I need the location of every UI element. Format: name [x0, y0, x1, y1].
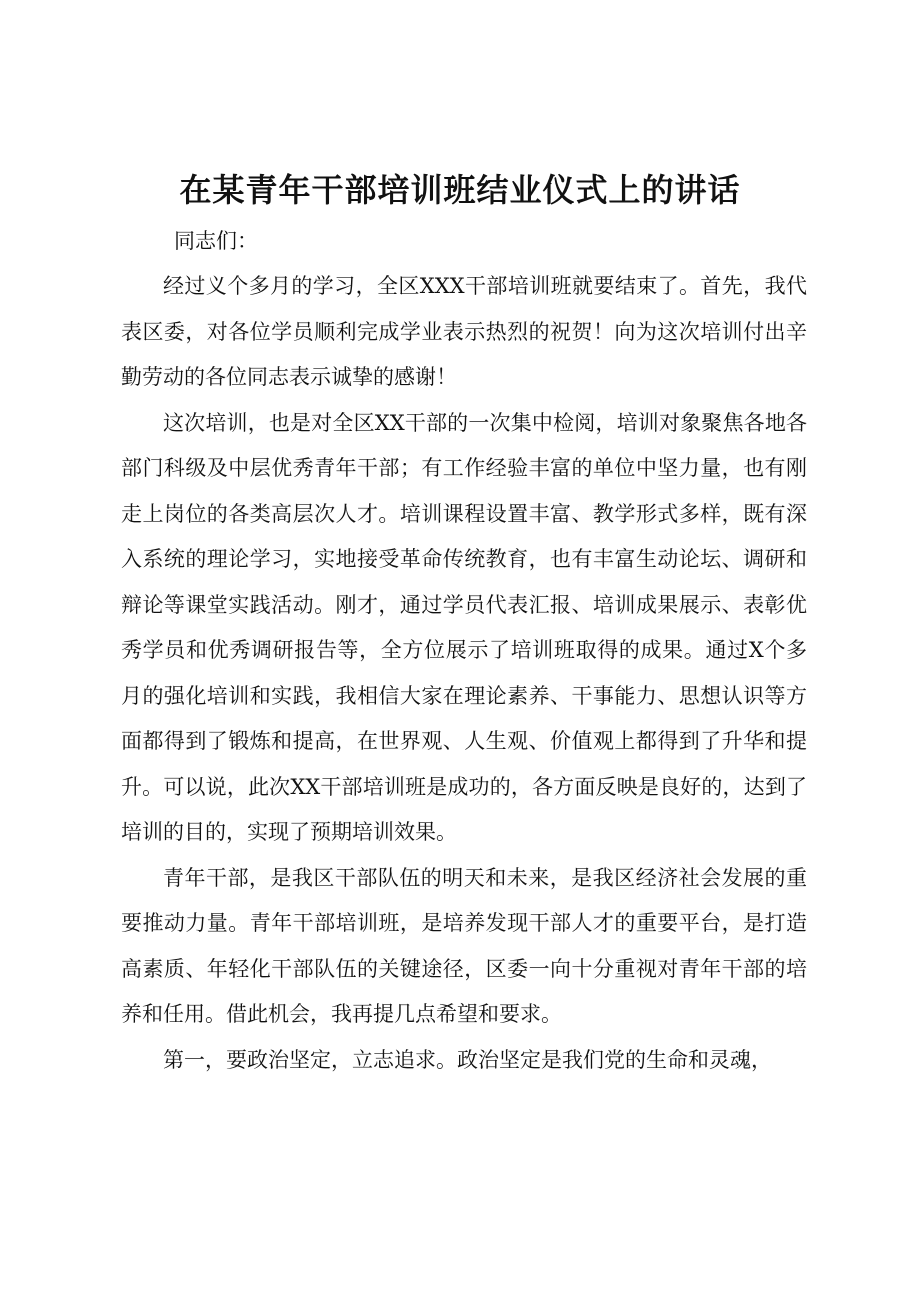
- paragraph-1: 经过义个多月的学习，全区XXX干部培训班就要结束了。首先，我代表区委，对各位学员顺利完成学业表示热烈的祝贺！向为这次培训付出辛勤劳动的各位同志表示诚挚的感谢！: [121, 274, 807, 389]
- salutation: 同志们：: [174, 229, 258, 253]
- paragraph-4: 第一，要政治坚定，立志追求。政治坚定是我们党的生命和灵魂，: [163, 1047, 772, 1072]
- document-body: [121, 264, 807, 1083]
- document-title: 在某青年干部培训班结业仪式上的讲话: [179, 171, 741, 209]
- paragraph-3: 青年干部，是我区干部队伍的明天和未来，是我区经济社会发展的重要推动力量。青年干部培训班，是培养发现干部人才的重要平台，是打造高素质、年轻化干部队伍的关键途径，区委一向十分重视对青年干部的培养和任用。借此机会，我再提几点希望和要求。: [121, 865, 807, 1026]
- paragraph-2: 这次培训，也是对全区XX干部的一次集中检阅，培训对象聚焦各地各部门科级及中层优秀青年干部；有工作经验丰富的单位中坚力量，也有刚走上岗位的各类高层次人才。培训课程设置丰富、教学形式多样，既有深入系统的理论学习，实地接受革命传统教育，也有丰富生动论坛、调研和辩论等课堂实践活动。刚才，通过学员代表汇报、培训成果展示、表彰优秀学员和优秀调研报告等，全方位展示了培训班取得的成果。通过X个多月的强化培训和实践，我相信大家在理论素养、干事能力、思想认识等方面都得到了锻炼和提高，在世界观、人生观、价值观上都得到了升华和提升。可以说，此次XX干部培训班是成功的，各方面反映是良好的，达到了培训的目的，实现了预期培训效果。: [121, 410, 807, 844]
